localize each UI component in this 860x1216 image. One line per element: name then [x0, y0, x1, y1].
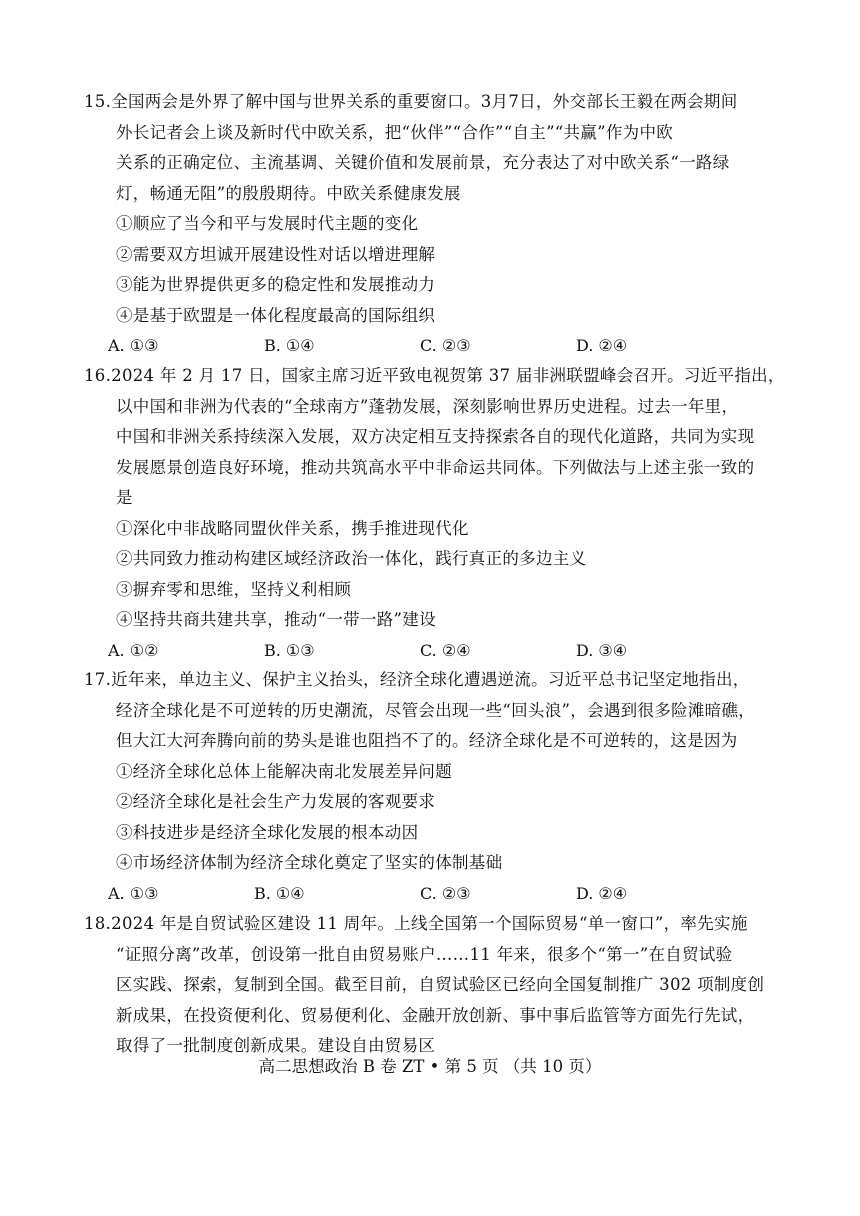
page-footer: 高二思想政治 B 卷 ZT • 第 5 页 （共 10 页）: [258, 1057, 602, 1076]
choice-d: D. ③④: [576, 640, 628, 660]
option-statement: ①顺应了当今和平与发展时代主题的变化: [116, 214, 419, 233]
choice-d: D. ②④: [576, 336, 628, 355]
question-16: [84, 361, 784, 666]
stem-line: 中国和非洲关系持续深入发展，双方决定相互支持探索各自的现代化道路，共同为实现: [116, 427, 755, 446]
question-15: [84, 87, 784, 362]
option-statement: ④是基于欧盟是一体化程度最高的国际组织: [116, 305, 436, 325]
option-statement: ④坚持共商共建共享，推动“一带一路”建设: [116, 610, 436, 629]
choice-b: B. ①④: [264, 336, 315, 355]
question-number: 17.: [84, 670, 112, 689]
option-statement: ③能为世界提供更多的稳定性和发展推动力: [116, 275, 436, 294]
question-18: [84, 909, 784, 1062]
option-statement: ②经济全球化是社会生产力发展的客观要求: [116, 792, 436, 811]
choice-b: B. ①④: [254, 883, 305, 903]
stem-line: 发展愿景创造良好环境，推动共筑高水平中非命运共同体。下列做法与上述主张一致的: [116, 457, 755, 477]
option-statement: ④市场经济体制为经济全球化奠定了坚实的体制基础: [116, 853, 503, 872]
option-statement: ①经济全球化总体上能解决南北发展差异问题: [116, 761, 452, 781]
stem-line: 区实践、探索，复制到全国。截至目前，自贸试验区已经向全国复制推广 302 项制度创: [116, 975, 765, 994]
question-stem: [84, 909, 784, 1062]
choice-a: A. ①②: [108, 640, 159, 660]
option-statement: ②共同致力推动构建区域经济政治一体化，践行真正的多边主义: [116, 549, 587, 568]
question-stem: [84, 665, 784, 757]
option-statement: ③科技进步是经济全球化发展的根本动因: [116, 822, 419, 842]
option-statement: ①深化中非战略同盟伙伴关系，携手推进现代化: [116, 518, 469, 538]
question-number: 15.: [84, 92, 112, 111]
choice-c: C. ②③: [420, 883, 471, 903]
option-statement: ③摒弃零和思维，坚持义利相顾: [116, 579, 352, 599]
question-stem: [84, 87, 784, 209]
stem-line: 外长记者会上谈及新时代中欧关系，把“伙伴”“合作”“自主”“共赢”作为中欧: [116, 122, 674, 142]
answer-choices: [84, 879, 784, 910]
stem-line: 取得了一批制度创新成果。建设自由贸易区: [116, 1036, 436, 1055]
stem-line: 17.近年来，单边主义、保护主义抬头，经济全球化遭遇逆流。习近平总书记坚定地指出，: [84, 670, 750, 689]
choice-d: D. ②④: [576, 883, 628, 903]
stem-line: 16.2024 年 2 月 17 日，国家主席习近平致电视贺第 37 届非洲联盟峰会召开。习近平指出，: [84, 366, 785, 385]
stem-line: “证照分离”改革，创设第一批自由贸易账户……11 年来，很多个“第一”在自贸试验: [116, 944, 733, 964]
answer-choices: [84, 636, 784, 667]
choice-b: B. ①③: [264, 640, 315, 660]
stem-line: 是: [116, 488, 133, 507]
choice-a: A. ①③: [108, 883, 159, 903]
stem-line: 灯，畅通无阻”的殷殷期待。中欧关系健康发展: [116, 183, 461, 203]
stem-line: 15.全国两会是外界了解中国与世界关系的重要窗口。3月7日，外交部长王毅在两会期间: [84, 92, 738, 111]
choice-a: A. ①③: [108, 336, 159, 355]
stem-line: 关系的正确定位、主流基调、关键价值和发展前景，充分表达了对中欧关系“一路绿: [116, 153, 730, 172]
stem-line: 但大江大河奔腾向前的势头是谁也阻挡不了的。经济全球化是不可逆转的，这是因为: [116, 731, 738, 750]
question-number: 16.: [84, 366, 112, 385]
option-statement: ②需要双方坦诚开展建设性对话以增进理解: [116, 244, 436, 264]
stem-line: 经济全球化是不可逆转的历史潮流，尽管会出现一些“回头浪”，会遇到很多险滩暗礁，: [116, 700, 756, 720]
question-stem: [84, 361, 784, 514]
stem-line: 18.2024 年是自贸试验区建设 11 周年。上线全国第一个国际贸易“单一窗口”，率先实施: [84, 914, 748, 933]
choice-c: C. ②④: [420, 640, 471, 660]
choice-c: C. ②③: [420, 336, 471, 355]
question-number: 18.: [84, 914, 112, 933]
stem-line: 新成果，在投资便利化、贸易便利化、金融开放创新、事中事后监管等方面先行先试，: [116, 1005, 755, 1025]
answer-choices: [84, 331, 784, 362]
stem-line: 以中国和非洲为代表的“全球南方”蓬勃发展，深刻影响世界历史进程。过去一年里，: [116, 396, 739, 416]
question-17: [84, 665, 784, 909]
